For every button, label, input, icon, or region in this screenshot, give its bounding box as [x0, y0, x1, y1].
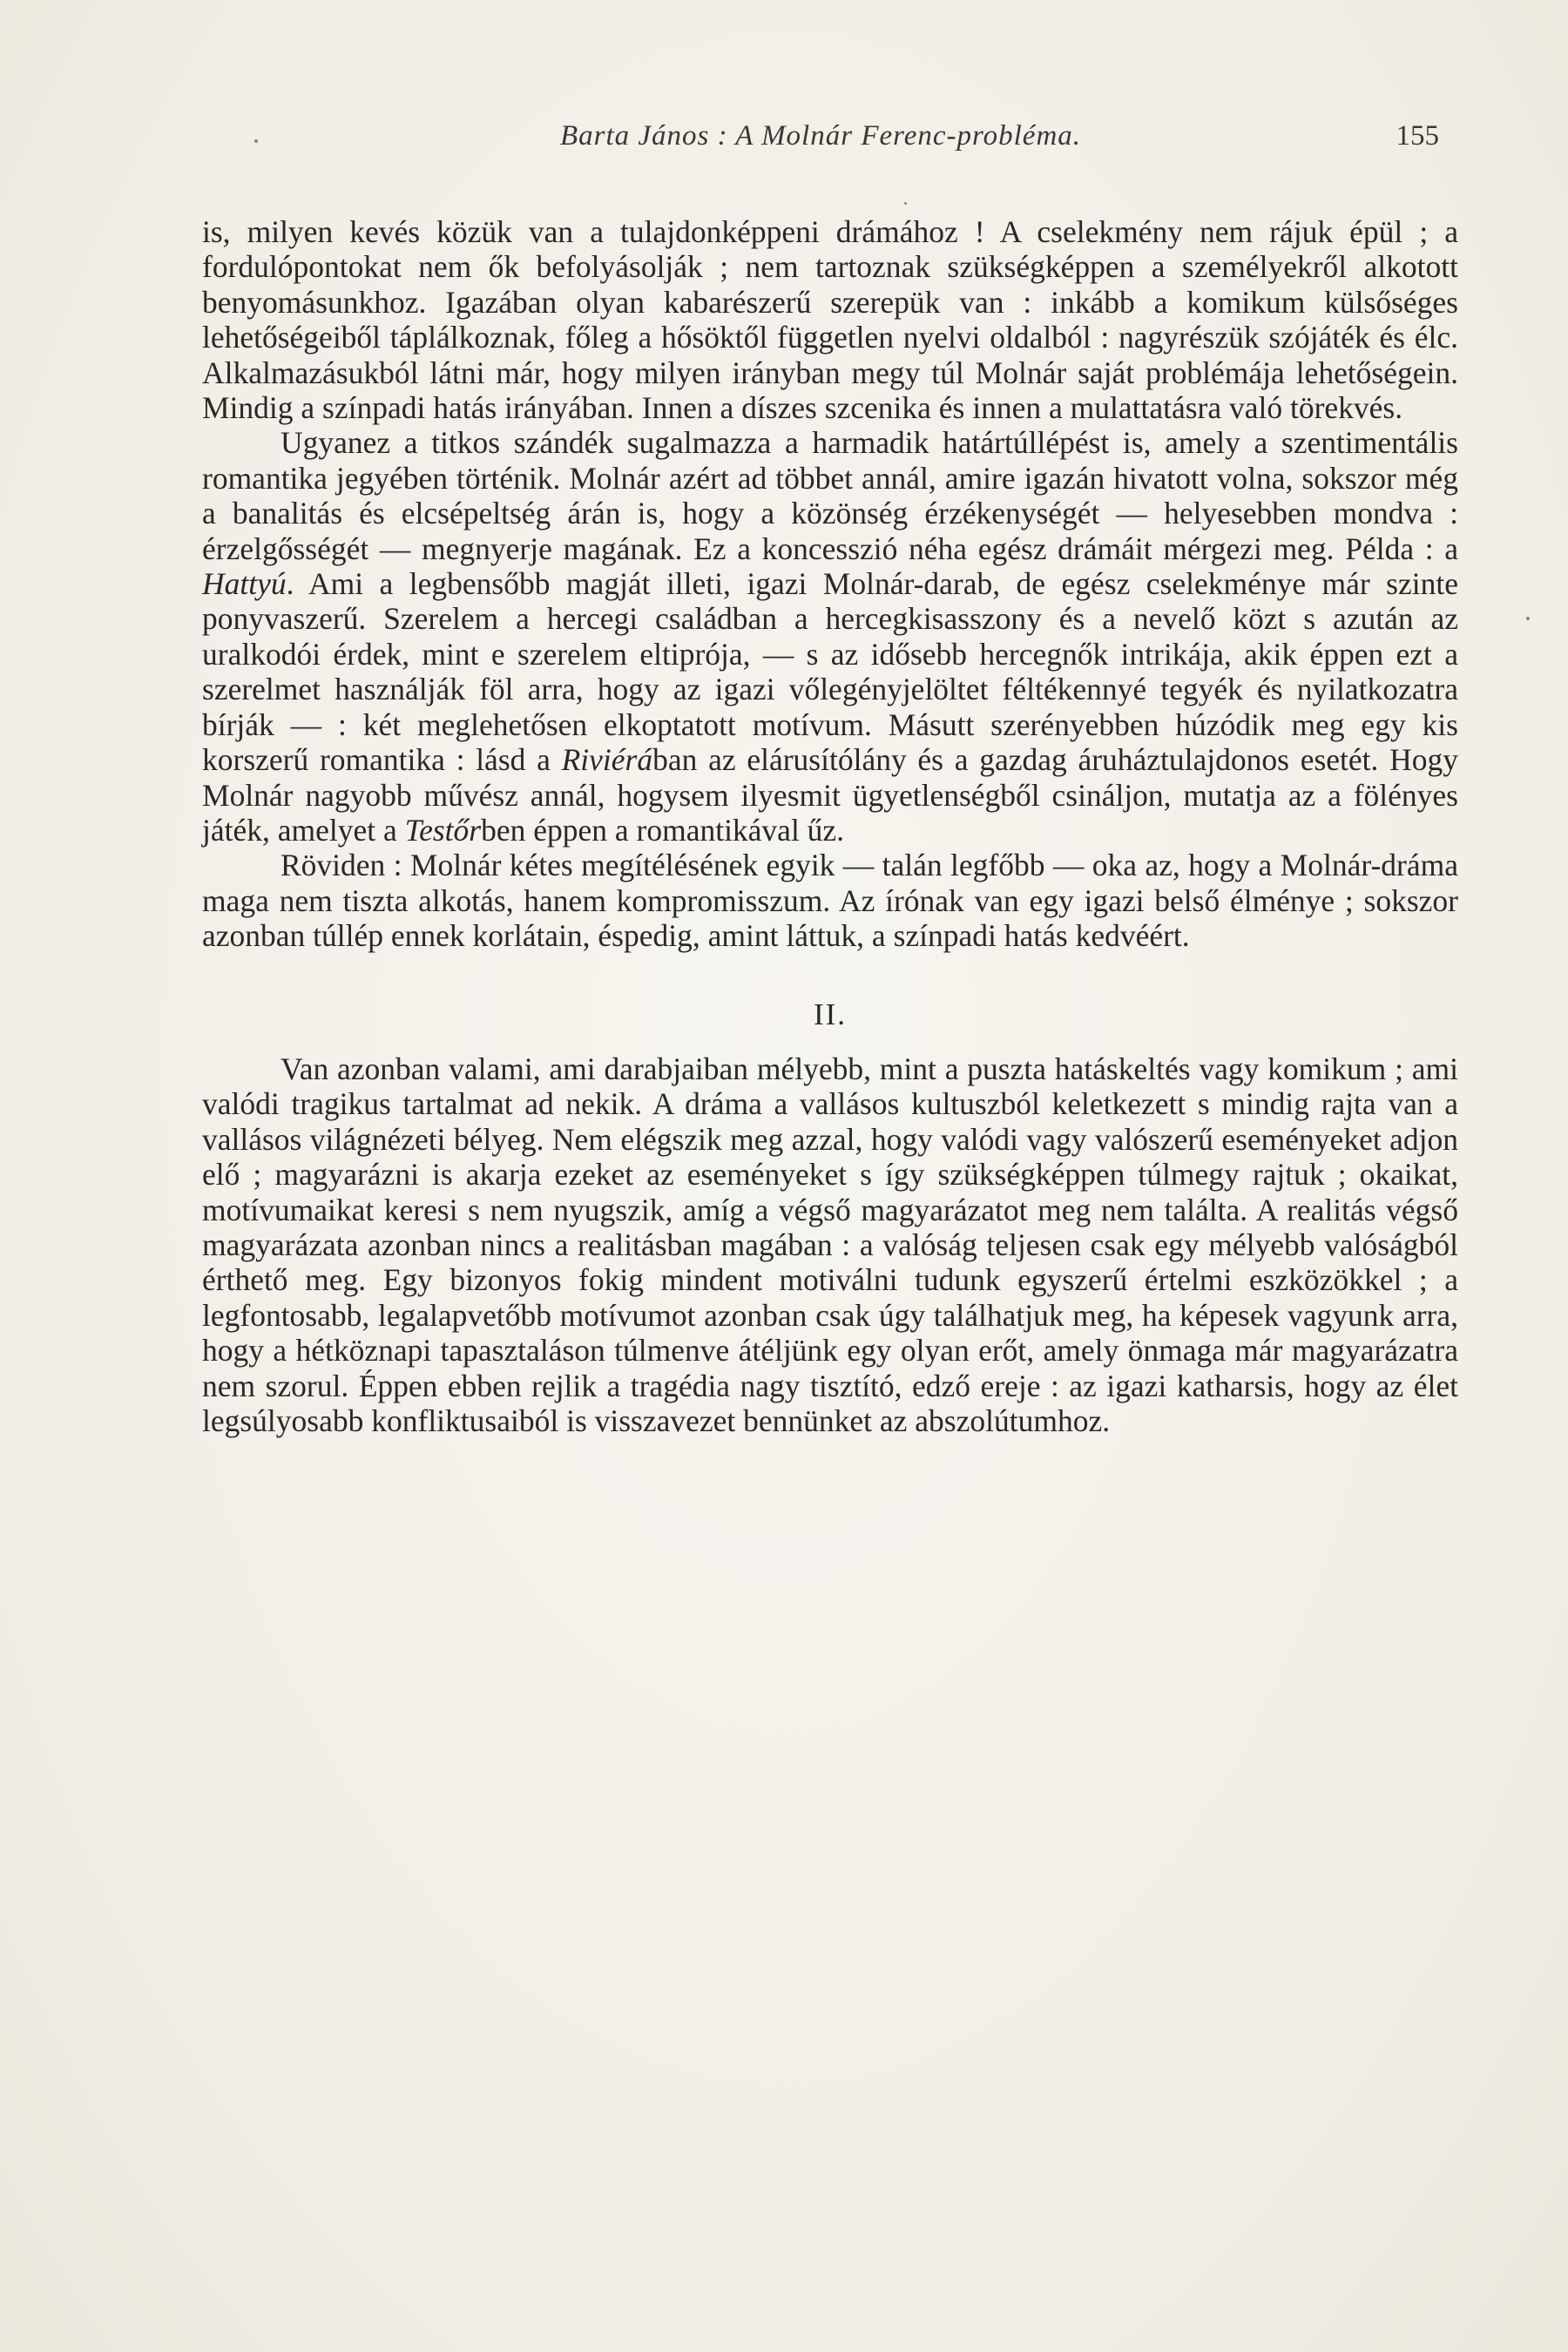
body-text: [202, 214, 1458, 1438]
print-speck: [904, 202, 907, 205]
running-title: Barta János : A Molnár Ferenc-probléma.: [559, 120, 1082, 152]
page-number: 155: [1396, 120, 1439, 152]
paragraph-2-text-b: . Ami a legbensőbb magját illeti, igazi Molnár-darab, de egész cselekménye már szinte ponyvaszerű. Szerelem a hercegi családban a hercegkisasszony és a nevelő közt s azután az uralkodói érdek, mint e szerelem eltiprója, — s az idősebb hercegnők intrikája, akik éppen ezt a szerelmet használják föl arra, hogy az igazi vőlegényjelöltet féltékennyé tegyék és nyilatkozatra bírják — : két meglehetősen elkoptatott motívum. Másutt szerényebben húzódik meg egy kis korszerű romantika : lásd a: [202, 566, 1458, 778]
paragraph-2-text-c: ban az elárusítólány és a gazdag áruháztulajdonos esetét. Hogy Molnár nagyobb művész annál, hogysem ilyesmit ügyetlenségből csináljon, mutatja az a fölényes játék, amelyet a: [202, 742, 1458, 848]
paragraph-4: Van azonban valami, ami darabjaiban mélyebb, mint a puszta hatáskeltés vagy komikum ; ami valódi tragikus tartalmat ad nekik. A dráma a vallásos kultuszból keletkezett s mindig rajta van a vallásos világnézeti bélyeg. Nem elégszik meg azzal, hogy valódi vagy valószerű eseményeket adjon elő ; magyarázni is akarja ezeket az eseményeket s így szükségképpen túlmegy rajtuk ; okaikat, motívumaikat keresi s nem nyugszik, amíg a végső magyarázatot meg nem találta. A realitás végső magyarázata azonban nincs a realitásban magában : a valóság teljesen csak egy mélyebb valóságból érthető meg. Egy bizonyos fokig mindent motiválni tudunk egyszerű értelmi eszközökkel ; a legfontosabb, legalapvetőbb motívumot azonban csak úgy találhatjuk meg, ha képesek vagyunk arra, hogy a hétköznapi tapasztaláson túlmenve átéljünk egy olyan erőt, amely önmaga már magyarázatra nem szorul. Éppen ebben rejlik a tragédia nagy tisztító, edző ereje : az igazi katharsis, hogy az élet legsúlyosabb konfliktusaiból is visszavezet bennünket az abszolútumhoz.: [202, 1051, 1458, 1438]
paragraph-3: Röviden : Molnár kétes megítélésének egyik — talán legfőbb — oka az, hogy a Molnár-dráma maga nem tiszta alkotás, hanem kompromisszum. Az írónak van egy igazi belső élménye ; sokszor azonban túllép ennek korlátain, éspedig, amint láttuk, a színpadi hatás kedvéért.: [202, 848, 1458, 954]
play-title-testor: Testőr: [404, 812, 482, 848]
section-heading: II.: [813, 997, 848, 1031]
print-speck: [1526, 617, 1530, 620]
paragraph-2-text-a: Ugyanez a titkos szándék sugalmazza a harmadik határtúllépést is, amely a szentimentális romantika jegyében történik. Molnár azért ad többet annál, amire igazán hivatott volna, sokszor még a banalitás és elcsépeltség árán is, hogy a közönség érzékenységét — helyesebben mondva : érzelgősségét — megnyerje magának. Ez a koncesszió néha egész drámáit mérgezi meg. Példa : a: [202, 425, 1458, 566]
play-title-hattyu: Hattyú: [202, 566, 287, 602]
play-title-riviera: Riviérá: [561, 742, 653, 778]
paragraph-1: is, milyen kevés közük van a tulajdonképpeni drámához ! A cselekmény nem rájuk épül ; a fordulópontokat nem ők befolyásolják ; nem tartoznak szükségképpen a személyekről alkotott benyomásunkhoz. Igazában olyan kabarészerű szerepük van : inkább a komikum külsőséges lehetőségeiből táplálkoznak, főleg a hősöktől független nyelvi oldalból : nagyrészük szójáték és élc. Alkalmazásukból látni már, hogy milyen irányban megy túl Molnár saját problémája lehetőségein. Mindig a színpadi hatás irányában. Innen a díszes szcenika és innen a mulattatásra való törekvés.: [202, 214, 1458, 426]
paragraph-2-text-d: ben éppen a romantikával űz.: [481, 812, 845, 848]
running-head: [202, 120, 1439, 164]
paragraph-2: [202, 425, 1458, 848]
